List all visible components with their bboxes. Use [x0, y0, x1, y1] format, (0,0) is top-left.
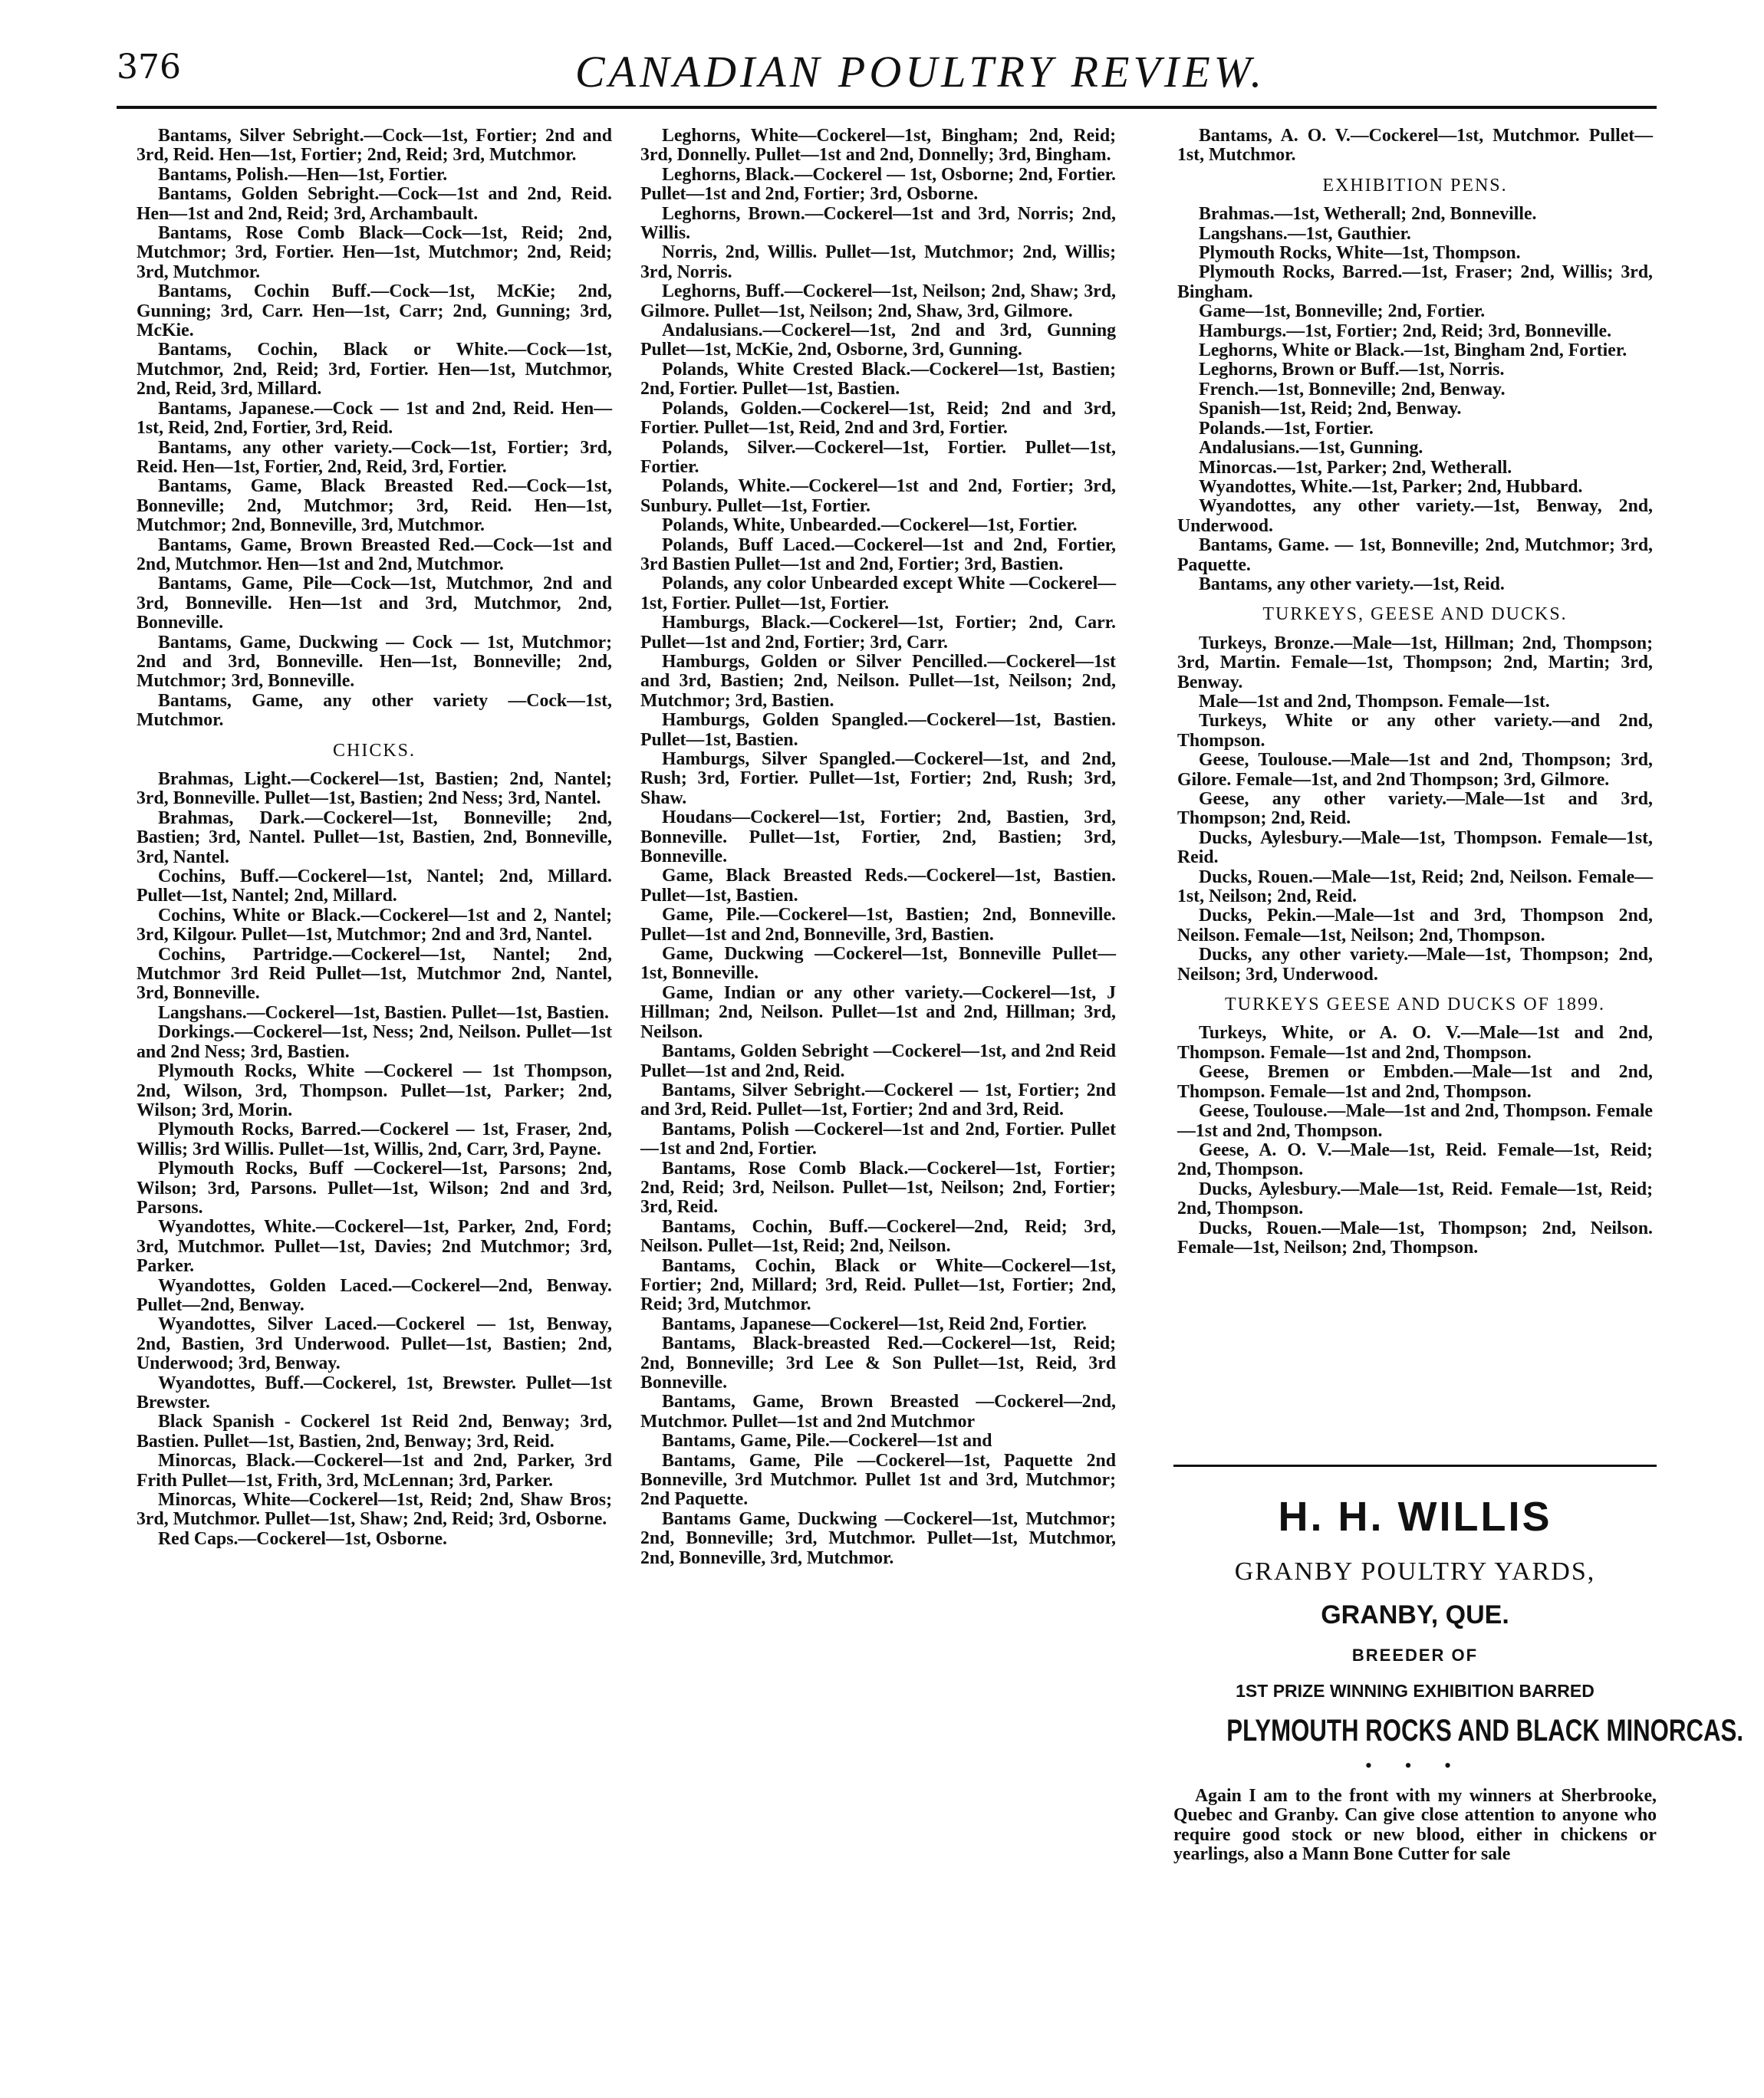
entry-paragraph: Bantams, Silver Sebright.—Cock—1st, Fortier; 2nd and 3rd, Reid. Hen—1st, Fortier; 2nd, Reid; 3rd, Mutchmor. [137, 126, 612, 166]
entry-paragraph: Turkeys, White or any other variety.—and 2nd, Thompson. [1177, 711, 1653, 751]
entry-paragraph: Polands, White Crested Black.—Cockerel—1st, Bastien; 2nd, Fortier. Pullet—1st, Bastien. [640, 359, 1116, 400]
entry-paragraph: Bantams, Golden Sebright —Cockerel—1st, and 2nd Reid Pullet—1st and 2nd, Reid. [640, 1041, 1116, 1081]
entry-paragraph: Geese, any other variety.—Male—1st and 3rd, Thompson; 2nd, Reid. [1177, 789, 1653, 829]
entry-paragraph: Ducks, Rouen.—Male—1st, Reid; 2nd, Neilson. Female—1st, Neilson; 2nd, Reid. [1177, 866, 1653, 907]
entry-paragraph: Langshans.—Cockerel—1st, Bastien. Pullet—1st, Bastien. [158, 1002, 609, 1023]
ad-dots: • • • [1364, 1754, 1466, 1777]
entry-paragraph: Male—1st and 2nd, Thompson. Female—1st. [1199, 691, 1550, 712]
entry-paragraph: Geese, Toulouse.—Male—1st and 2nd, Thompson. Female—1st and 2nd, Thompson. [1177, 1101, 1653, 1141]
exhibition-pens-heading: EXHIBITION PENS. [1322, 175, 1508, 196]
entry-paragraph: Dorkings.—Cockerel—1st, Ness; 2nd, Neilson. Pullet—1st and 2nd Ness; 3rd, Bastien. [137, 1022, 612, 1062]
entry-paragraph: Polands, White, Unbearded.—Cockerel—1st, Fortier. [662, 515, 1078, 536]
entry-paragraph: Turkeys, White, or A. O. V.—Male—1st and 2nd, Thompson. Female—1st and 2nd, Thompson. [1177, 1023, 1653, 1063]
entry-paragraph: Black Spanish - Cockerel 1st Reid 2nd, Benway; 3rd, Bastien. Pullet—1st, Bastien, 2nd, Benway; 3rd, Reid. [137, 1412, 612, 1452]
entry-paragraph: Bantams, Silver Sebright.—Cockerel — 1st, Fortier; 2nd and 3rd, Reid. Pullet—1st, Fortier; 2nd and 3rd, Reid. [640, 1080, 1116, 1120]
entry-paragraph: Langshans.—1st, Gauthier. [1199, 223, 1411, 244]
entry-paragraph: Hamburgs, Golden or Silver Pencilled.—Cockerel—1st and 3rd, Bastien; 2nd, Neilson. Pullet—1st, Neilson; 2nd, Mutchmor; 3rd, Bastien. [640, 651, 1116, 711]
entry-paragraph: Bantams, Game, Brown Breasted Red.—Cock—1st and 2nd, Mutchmor. Hen—1st and 2nd, Mutchmor. [137, 534, 612, 574]
chicks-entries [137, 770, 612, 1549]
entry-paragraph: Polands, Golden.—Cockerel—1st, Reid; 2nd and 3rd, Fortier. Pullet—1st, Reid, 2nd and 3rd, Fortier. [640, 398, 1116, 439]
entry-paragraph: Leghorns, Brown.—Cockerel—1st and 3rd, Norris; 2nd, Willis. [640, 203, 1116, 244]
entry-paragraph: Bantams, Game, any other variety —Cock—1st, Mutchmor. [137, 690, 612, 731]
entry-paragraph: Polands, any color Unbearded except White —Cockerel—1st, Fortier. Pullet—1st, Fortier. [640, 574, 1116, 613]
entry-paragraph: Brahmas.—1st, Wetherall; 2nd, Bonneville. [1199, 204, 1537, 225]
column-1 [137, 127, 612, 1549]
ad-rule [1173, 1465, 1657, 1467]
entry-paragraph: Norris, 2nd, Willis. Pullet—1st, Mutchmor; 2nd, Willis; 3rd, Norris. [640, 242, 1116, 282]
column-3-entries [1177, 127, 1653, 166]
entry-paragraph: Plymouth Rocks, White —Cockerel — 1st Thompson, 2nd, Wilson, 3rd, Thompson. Pullet—1st, Parker; 2nd, Wilson; 3rd, Morin. [137, 1061, 612, 1120]
entry-paragraph: Bantams, Rose Comb Black.—Cockerel—1st, Fortier; 2nd, Reid; 3rd, Neilson. Pullet—1st, Neilson; 2nd, Fortier; 3rd, Reid. [640, 1158, 1116, 1218]
entry-paragraph: Bantams, Japanese—Cockerel—1st, Reid 2nd, Fortier. [662, 1314, 1087, 1334]
entry-paragraph: Wyandottes, White.—Cockerel—1st, Parker, 2nd, Ford; 3rd, Mutchmor. Pullet—1st, Davies; 2nd Mutchmor; 3rd, Parker. [137, 1217, 612, 1277]
entry-paragraph: Leghorns, White—Cockerel—1st, Bingham; 2nd, Reid; 3rd, Donnelly. Pullet—1st and 2nd, Donnelly; 3rd, Bingham. [640, 126, 1116, 166]
entry-paragraph: Ducks, Aylesbury.—Male—1st, Reid. Female—1st, Reid; 2nd, Thompson. [1177, 1179, 1653, 1219]
ad-name: H. H. WILLIS [1278, 1494, 1552, 1540]
chicks-heading: CHICKS. [332, 740, 416, 761]
entry-paragraph: Geese, Toulouse.—Male—1st and 2nd, Thompson; 3rd, Gilore. Female—1st, and 2nd Thompson; 3rd, Gilmore. [1177, 750, 1653, 790]
entry-paragraph: Ducks, Rouen.—Male—1st, Thompson; 2nd, Neilson. Female—1st, Neilson; 2nd, Thompson. [1177, 1218, 1653, 1258]
entry-paragraph: Leghorns, Black.—Cockerel — 1st, Osborne; 2nd, Fortier. Pullet—1st and 2nd, Fortier; 3rd, Osborne. [640, 164, 1116, 205]
column-1-entries [137, 127, 612, 731]
entry-paragraph: Bantams, Golden Sebright.—Cock—1st and 2nd, Reid. Hen—1st and 2nd, Reid; 3rd, Archambault. [137, 184, 612, 224]
turkeys-geese-ducks-1899-heading: TURKEYS GEESE AND DUCKS OF 1899. [1224, 995, 1606, 1015]
entry-paragraph: Wyandottes, Golden Laced.—Cockerel—2nd, Benway. Pullet—2nd, Benway. [137, 1275, 612, 1315]
entry-paragraph: Leghorns, Brown or Buff.—1st, Norris. [1199, 360, 1505, 380]
entry-paragraph: Bantams, Cochin, Black or White—Cockerel—1st, Fortier; 2nd, Millard; 3rd, Reid. Pullet—1st, Fortier; 2nd, Reid; 3rd, Mutchmor. [640, 1255, 1116, 1315]
entry-paragraph: Bantams, Polish —Cockerel—1st and 2nd, Fortier. Pullet—1st and 2nd, Fortier. [640, 1119, 1116, 1159]
turkeys-geese-ducks-heading: TURKEYS, GEESE AND DUCKS. [1262, 604, 1568, 625]
entry-paragraph: Andalusians.—1st, Gunning. [1199, 438, 1423, 459]
header-rule [117, 106, 1657, 109]
entry-paragraph: Plymouth Rocks, White—1st, Thompson. [1199, 243, 1521, 264]
entry-paragraph: Brahmas, Dark.—Cockerel—1st, Bonneville; 2nd, Bastien; 3rd, Nantel. Pullet—1st, Bastien, 2nd, Bonneville, 3rd, Nantel. [137, 807, 612, 867]
entry-paragraph: Bantams, Rose Comb Black—Cock—1st, Reid; 2nd, Mutchmor; 3rd, Fortier. Hen—1st, Mutchmor; 2nd, Reid; 3rd, Mutchmor. [137, 223, 612, 282]
entry-paragraph: Brahmas, Light.—Cockerel—1st, Bastien; 2nd, Nantel; 3rd, Bonneville. Pullet—1st, Bastien; 2nd Ness; 3rd, Nantel. [137, 769, 612, 809]
entry-paragraph: Bantams, Game, Brown Breasted —Cockerel—2nd, Mutchmor. Pullet—1st and 2nd Mutchmor [640, 1392, 1116, 1432]
column-3 [1177, 127, 1653, 1258]
ad-prize-line: 1ST PRIZE WINNING EXHIBITION BARRED [1236, 1681, 1595, 1701]
entry-paragraph: Wyandottes, Silver Laced.—Cockerel — 1st, Benway, 2nd, Bastien, 3rd Underwood. Pullet—1st, Bastien; 2nd, Underwood; 3rd, Benway. [137, 1314, 612, 1374]
exhibition-pens-entries [1177, 205, 1653, 594]
entry-paragraph: Bantams, Game, Pile.—Cockerel—1st and [662, 1431, 992, 1452]
entry-paragraph: Bantams, Cochin Buff.—Cock—1st, McKie; 2nd, Gunning; 3rd, Carr. Hen—1st, Carr; 2nd, Gunning; 3rd, McKie. [137, 281, 612, 341]
entry-paragraph: Polands, Buff Laced.—Cockerel—1st and 2nd, Fortier, 3rd Bastien Pullet—1st and 2nd, Fortier; 3rd, Bastien. [640, 534, 1116, 574]
entry-paragraph: Game—1st, Bonneville; 2nd, Fortier. [1199, 301, 1486, 322]
entry-paragraph: Ducks, Aylesbury.—Male—1st, Thompson. Female—1st, Reid. [1177, 827, 1653, 868]
turkeys-geese-ducks-entries [1177, 634, 1653, 985]
entry-paragraph: Turkeys, Bronze.—Male—1st, Hillman; 2nd, Thompson; 3rd, Martin. Female—1st, Thompson; 2nd, Martin; 3rd, Benway. [1177, 633, 1653, 692]
column-2-entries [640, 127, 1116, 1568]
entry-paragraph: Hamburgs, Golden Spangled.—Cockerel—1st, Bastien. Pullet—1st, Bastien. [640, 710, 1116, 750]
entry-paragraph: Wyandottes, Buff.—Cockerel, 1st, Brewster. Pullet—1st Brewster. [137, 1373, 612, 1412]
willis-advertisement [1173, 1465, 1744, 1865]
column-2 [640, 127, 1116, 1568]
entry-paragraph: Plymouth Rocks, Barred.—Cockerel — 1st, Fraser, 2nd, Willis; 3rd Willis. Pullet—1st, Willis, 2nd, Carr, 3rd, Payne. [137, 1120, 612, 1159]
entry-paragraph: Game, Duckwing —Cockerel—1st, Bonneville Pullet—1st, Bonneville. [640, 944, 1116, 984]
entry-paragraph: Geese, A. O. V.—Male—1st, Reid. Female—1st, Reid; 2nd, Thompson. [1177, 1139, 1653, 1180]
entry-paragraph: Bantams, Japanese.—Cock — 1st and 2nd, Reid. Hen—1st, Reid, 2nd, Fortier, 3rd, Reid. [137, 398, 612, 439]
ad-breeds: PLYMOUTH ROCKS AND BLACK MINORCAS. [1226, 1714, 1744, 1748]
entry-paragraph: Bantams, any other variety.—1st, Reid. [1199, 574, 1505, 594]
entry-paragraph: French.—1st, Bonneville; 2nd, Benway. [1199, 379, 1506, 400]
entry-paragraph: Plymouth Rocks, Buff —Cockerel—1st, Parsons; 2nd, Wilson; 3rd, Parsons. Pullet—1st, Wilson; 2nd and 3rd, Parsons. [137, 1159, 612, 1218]
entry-paragraph: Houdans—Cockerel—1st, Fortier; 2nd, Bastien, 3rd, Bonneville. Pullet—1st, Fortier, 2nd, Bastien; 3rd, Bonneville. [640, 807, 1116, 867]
entry-paragraph: Game, Black Breasted Reds.—Cockerel—1st, Bastien. Pullet—1st, Bastien. [640, 866, 1116, 906]
entry-paragraph: Wyandottes, White.—1st, Parker; 2nd, Hubbard. [1199, 476, 1583, 497]
ad-city: GRANBY, QUE. [1321, 1600, 1509, 1629]
page-number: 376 [117, 48, 181, 87]
entry-paragraph: Bantams, Black-breasted Red.—Cockerel—1st, Reid; 2nd, Bonneville; 3rd Lee & Son Pullet—1st, Reid, 3rd Bonneville. [640, 1333, 1116, 1393]
ad-text: Again I am to the front with my winners at Sherbrooke, Quebec and Granby. Can give close attention to anyone who require good stock or new blood, either in chickens or yearlings, also a Mann Bone Cutter for sale [1173, 1786, 1657, 1865]
entry-paragraph: Bantams, Game, Pile —Cockerel—1st, Paquette 2nd Bonneville, 3rd Mutchmor. Pullet 1st and 3rd, Mutchmor; 2nd Paquette. [640, 1450, 1116, 1510]
entry-paragraph: Bantams, Game, Black Breasted Red.—Cock—1st, Bonneville; 2nd, Mutchmor; 3rd, Reid. Hen—1st, Mutchmor; 2nd, Bonneville, 3rd, Mutchmor. [137, 476, 612, 536]
entry-paragraph: Minorcas, Black.—Cockerel—1st and 2nd, Parker, 3rd Frith Pullet—1st, Frith, 3rd, McLennan; 3rd, Parker. [137, 1451, 612, 1491]
entry-paragraph: Wyandottes, any other variety.—1st, Benway, 2nd, Underwood. [1177, 496, 1653, 536]
entry-paragraph: Ducks, Pekin.—Male—1st and 3rd, Thompson 2nd, Neilson. Female—1st, Neilson; 2nd, Thompson. [1177, 906, 1653, 945]
entry-paragraph: Hamburgs.—1st, Fortier; 2nd, Reid; 3rd, Bonneville. [1199, 321, 1612, 341]
entry-paragraph: Minorcas, White—Cockerel—1st, Reid; 2nd, Shaw Bros; 3rd, Mutchmor. Pullet—1st, Shaw; 2nd, Reid; 3rd, Osborne. [137, 1490, 612, 1530]
entry-paragraph: Bantams, Cochin, Black or White.—Cock—1st, Mutchmor, 2nd, Reid; 3rd, Fortier. Hen—1st, Mutchmor, 2nd, Reid, 3rd, Millard. [137, 340, 612, 400]
entry-paragraph: Polands.—1st, Fortier. [1199, 418, 1374, 439]
entry-paragraph: Polands, Silver.—Cockerel—1st, Fortier. Pullet—1st, Fortier. [640, 437, 1116, 477]
masthead-title: CANADIAN POULTRY REVIEW. [574, 47, 1266, 97]
entry-paragraph: Hamburgs, Silver Spangled.—Cockerel—1st, and 2nd, Rush; 3rd, Fortier. Pullet—1st, Fortier; 2nd, Rush; 3rd, Shaw. [640, 749, 1116, 808]
entry-paragraph: Ducks, any other variety.—Male—1st, Thompson; 2nd, Neilson; 3rd, Underwood. [1177, 945, 1653, 985]
entry-paragraph: Leghorns, Buff.—Cockerel—1st, Neilson; 2nd, Shaw; 3rd, Gilmore. Pullet—1st, Neilson; 2nd, Shaw, 3rd, Gilmore. [640, 281, 1116, 321]
ad-yards: GRANBY POULTRY YARDS, [1234, 1557, 1596, 1586]
entry-paragraph: Bantams, A. O. V.—Cockerel—1st, Mutchmor. Pullet—1st, Mutchmor. [1177, 126, 1653, 166]
entry-paragraph: Bantams, Game, Pile—Cock—1st, Mutchmor, 2nd and 3rd, Bonneville. Hen—1st and 3rd, Mutchmor, 2nd, Bonneville. [137, 574, 612, 633]
turkeys-geese-ducks-1899-entries [1177, 1024, 1653, 1258]
entry-paragraph: Polands, White.—Cockerel—1st and 2nd, Fortier; 3rd, Sunbury. Pullet—1st, Fortier. [640, 476, 1116, 516]
entry-paragraph: Bantams Game, Duckwing —Cockerel—1st, Mutchmor; 2nd, Bonneville; 3rd, Mutchmor. Pullet—1st, Mutchmor, 2nd, Bonneville, 3rd, Mutchmor. [640, 1508, 1116, 1568]
entry-paragraph: Game, Pile.—Cockerel—1st, Bastien; 2nd, Bonneville. Pullet—1st and 2nd, Bonneville, 3rd, Bastien. [640, 905, 1116, 945]
entry-paragraph: Cochins, Partridge.—Cockerel—1st, Nantel; 2nd, Mutchmor 3rd Reid Pullet—1st, Mutchmor 2nd, Nantel, 3rd, Bonneville. [137, 944, 612, 1004]
entry-paragraph: Cochins, Buff.—Cockerel—1st, Nantel; 2nd, Millard. Pullet—1st, Nantel; 2nd, Millard. [137, 866, 612, 906]
ad-breeder: BREEDER OF [1351, 1646, 1479, 1665]
entry-paragraph: Bantams, any other variety.—Cock—1st, Fortier; 3rd, Reid. Hen—1st, Fortier, 2nd, Reid, 3rd, Fortier. [137, 437, 612, 477]
entry-paragraph: Andalusians.—Cockerel—1st, 2nd and 3rd, Gunning Pullet—1st, McKie, 2nd, Osborne, 3rd, Gunning. [640, 321, 1116, 360]
entry-paragraph: Bantams, Polish.—Hen—1st, Fortier. [158, 164, 448, 185]
entry-paragraph: Bantams, Game. — 1st, Bonneville; 2nd, Mutchmor; 3rd, Paquette. [1177, 535, 1653, 575]
entry-paragraph: Minorcas.—1st, Parker; 2nd, Wetherall. [1199, 457, 1512, 478]
entry-paragraph: Bantams, Game, Duckwing — Cock — 1st, Mutchmor; 2nd and 3rd, Bonneville. Hen—1st, Bonneville; 2nd, Mutchmor; 3rd, Bonneville. [137, 632, 612, 692]
entry-paragraph: Leghorns, White or Black.—1st, Bingham 2nd, Fortier. [1199, 340, 1627, 361]
entry-paragraph: Plymouth Rocks, Barred.—1st, Fraser; 2nd, Willis; 3rd, Bingham. [1177, 262, 1653, 302]
entry-paragraph: Red Caps.—Cockerel—1st, Osborne. [158, 1528, 447, 1549]
entry-paragraph: Hamburgs, Black.—Cockerel—1st, Fortier; 2nd, Carr. Pullet—1st and 2nd, Fortier; 3rd, Carr. [640, 613, 1116, 653]
entry-paragraph: Geese, Bremen or Embden.—Male—1st and 2nd, Thompson. Female—1st and 2nd, Thompson. [1177, 1062, 1653, 1102]
entry-paragraph: Game, Indian or any other variety.—Cockerel—1st, J Hillman; 2nd, Neilson. Pullet—1st and 2nd, Hillman; 3rd, Neilson. [640, 982, 1116, 1042]
entry-paragraph: Spanish—1st, Reid; 2nd, Benway. [1199, 399, 1462, 419]
entry-paragraph: Cochins, White or Black.—Cockerel—1st and 2, Nantel; 3rd, Kilgour. Pullet—1st, Mutchmor; 2nd and 3rd, Nantel. [137, 905, 612, 945]
entry-paragraph: Bantams, Cochin, Buff.—Cockerel—2nd, Reid; 3rd, Neilson. Pullet—1st, Reid; 2nd, Neilson. [640, 1216, 1116, 1257]
